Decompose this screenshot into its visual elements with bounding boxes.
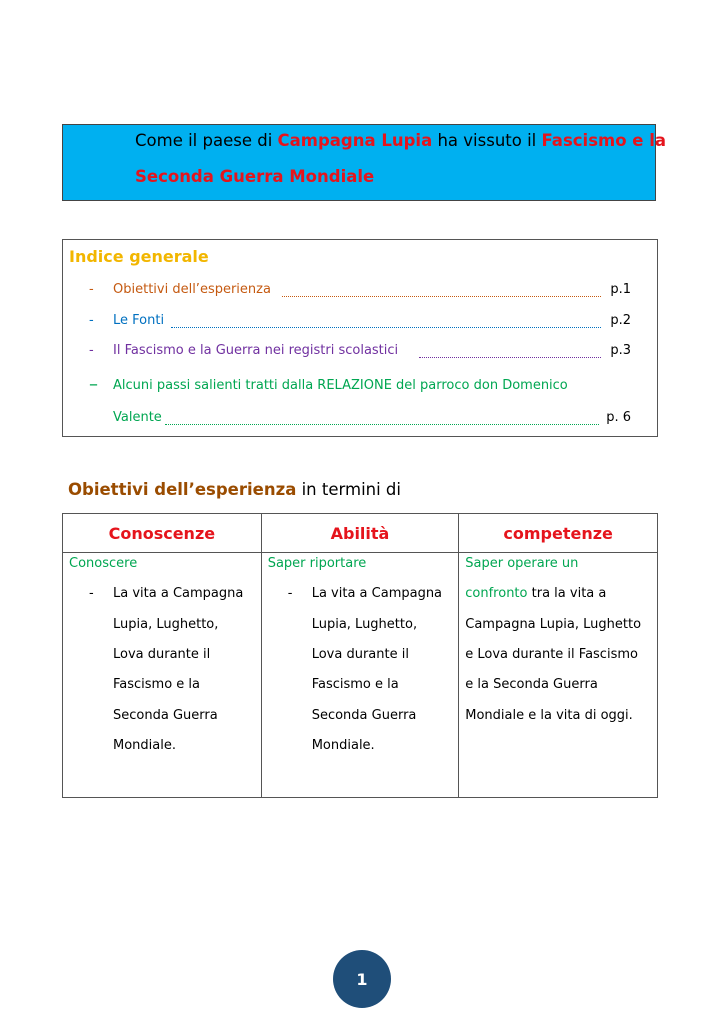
skills-line: Fascismo e la bbox=[311, 677, 399, 692]
skills-intro: Saper riportare bbox=[267, 556, 367, 571]
title-topic: Fascismo e la bbox=[541, 131, 667, 150]
toc-item-label: Alcuni passi salienti tratti dalla RELAZIONE del parroco don Domenico bbox=[113, 378, 568, 393]
column-header-skills: Abilità bbox=[261, 514, 459, 553]
toc-item-label: Le Fonti bbox=[113, 313, 165, 328]
skills-line: Lupia, Lughetto, bbox=[311, 617, 418, 632]
skills-line: Lova durante il bbox=[311, 647, 409, 662]
skills-line: La vita a Campagna bbox=[311, 586, 443, 601]
toc-item-label: Il Fascismo e la Guerra nei registri scolastici bbox=[113, 343, 399, 358]
knowledge-line: Fascismo e la bbox=[113, 677, 201, 692]
toc-page-number: p.3 bbox=[610, 343, 631, 358]
knowledge-intro: Conoscere bbox=[69, 556, 138, 571]
knowledge-dash: - bbox=[89, 586, 94, 601]
document-title-box bbox=[62, 124, 667, 201]
toc-item-label: Obiettivi dell’esperienza bbox=[113, 282, 271, 297]
skills-line: Seconda Guerra bbox=[311, 708, 417, 723]
column-header-competences: competenze bbox=[459, 514, 658, 553]
competences-intro: Saper operare un bbox=[465, 556, 579, 571]
knowledge-line: Seconda Guerra bbox=[113, 708, 218, 723]
page-number: 1 bbox=[356, 969, 368, 989]
title-line-2: Seconda Guerra Mondiale bbox=[135, 167, 375, 186]
skills-cell bbox=[261, 553, 459, 798]
competences-cell bbox=[459, 553, 658, 798]
competences-line: e la Seconda Guerra bbox=[465, 677, 598, 692]
table-row bbox=[63, 553, 658, 798]
toc-page-number: p. 6 bbox=[606, 410, 631, 425]
competences-highlight: confronto bbox=[465, 586, 528, 601]
table-of-contents bbox=[62, 239, 658, 437]
title-line-1 bbox=[135, 131, 666, 150]
toc-item-label-continued: Valente bbox=[113, 410, 162, 425]
toc-leader bbox=[171, 326, 601, 328]
toc-heading: Indice generale bbox=[69, 247, 209, 266]
knowledge-line: Lova durante il bbox=[113, 647, 211, 662]
competences-line: e Lova durante il Fascismo bbox=[465, 647, 638, 662]
objectives-heading bbox=[68, 480, 401, 499]
objectives-heading-suffix: in termini di bbox=[296, 480, 401, 499]
skills-dash: - bbox=[287, 586, 293, 601]
title-prefix: Come il paese di bbox=[135, 131, 278, 150]
competences-line: Campagna Lupia, Lughetto bbox=[465, 617, 642, 632]
knowledge-line: Mondiale. bbox=[113, 738, 176, 753]
toc-dash: – bbox=[89, 374, 98, 395]
toc-item-relazione[interactable] bbox=[89, 374, 631, 430]
objectives-heading-main: Obiettivi dell’esperienza bbox=[68, 480, 297, 499]
column-header-knowledge: Conoscenze bbox=[63, 514, 262, 553]
competences-line bbox=[465, 586, 606, 601]
competences-line: Mondiale e la vita di oggi. bbox=[465, 708, 633, 723]
toc-leader bbox=[165, 423, 599, 425]
page-number-badge bbox=[333, 950, 391, 1008]
skills-line: Mondiale. bbox=[311, 738, 375, 753]
title-place: Campagna Lupia bbox=[277, 131, 433, 150]
toc-dash: - bbox=[89, 282, 94, 297]
toc-page-number: p.2 bbox=[610, 313, 631, 328]
knowledge-line: La vita a Campagna bbox=[113, 586, 244, 601]
title-middle: ha vissuto il bbox=[432, 131, 542, 150]
knowledge-line: Lupia, Lughetto, bbox=[113, 617, 219, 632]
toc-dash: - bbox=[89, 313, 94, 328]
knowledge-cell bbox=[63, 553, 262, 798]
toc-leader bbox=[419, 356, 601, 358]
toc-page-number: p.1 bbox=[610, 282, 631, 297]
objectives-table bbox=[62, 513, 658, 798]
table-header-row bbox=[63, 514, 658, 553]
toc-leader bbox=[282, 295, 601, 297]
toc-dash: - bbox=[89, 343, 94, 358]
competences-line-rest: tra la vita a bbox=[527, 586, 607, 601]
